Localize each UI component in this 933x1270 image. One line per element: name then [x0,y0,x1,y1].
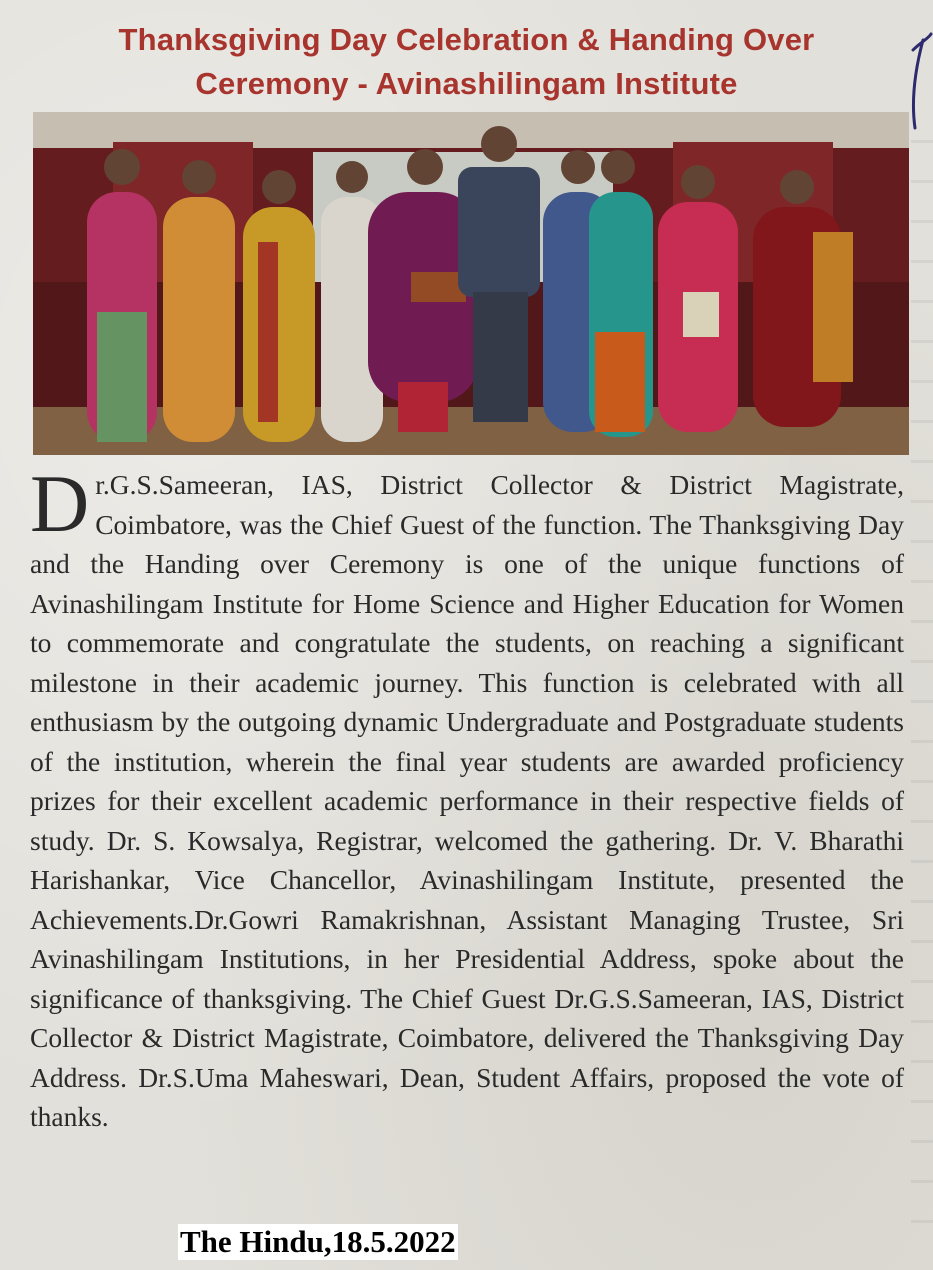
article-text: r.G.S.Sameeran, IAS, District Collector & District Magistrate, Coimbatore, was the Chief Guest of the function. The Thanksgiving Day and the Handing over Ceremony is one of the unique functions of Avinashilingam Institute for Home Science and Higher Education for Women to commemorate and congratulate the students, on reaching a significant milestone in their academic journey. This function is celebrated with all enthusiasm by the outgoing dynamic Undergraduate and Postgraduate students of the institution, wherein the final year students are awarded proficiency prizes for their excellent academic performance in their respective fields of study. Dr. S. Kowsalya, Registrar, welcomed the gathering. Dr. V. Bharathi Harishankar, Vice Chancellor, Avinashilingam Institute, presented the Achievements.Dr.Gowri Ramakrishnan, Assistant Managing Trustee, Sri Avinashilingam Institutions, in her Presidential Address, spoke about the significance of thanksgiving. The Chief Guest Dr.G.S.Sameeran, IAS, District Collector & District Magistrate, Coimbatore, delivered the Thanksgiving Day Address. Dr.S.Uma Maheswari, Dean, Student Affairs, proposed the vote of thanks. [30,469,904,1132]
event-photo-illustration [33,112,909,455]
headline [0,18,933,106]
article-body [30,458,904,1137]
bleed-through-texture [911,140,933,1240]
event-photo [33,112,909,455]
headline-line-2: Ceremony - Avinashilingam Institute [195,66,738,101]
source-credit: The Hindu,18.5.2022 [180,1224,456,1259]
headline-line-1: Thanksgiving Day Celebration & Handing Over [118,22,815,57]
drop-cap: D [30,458,90,549]
